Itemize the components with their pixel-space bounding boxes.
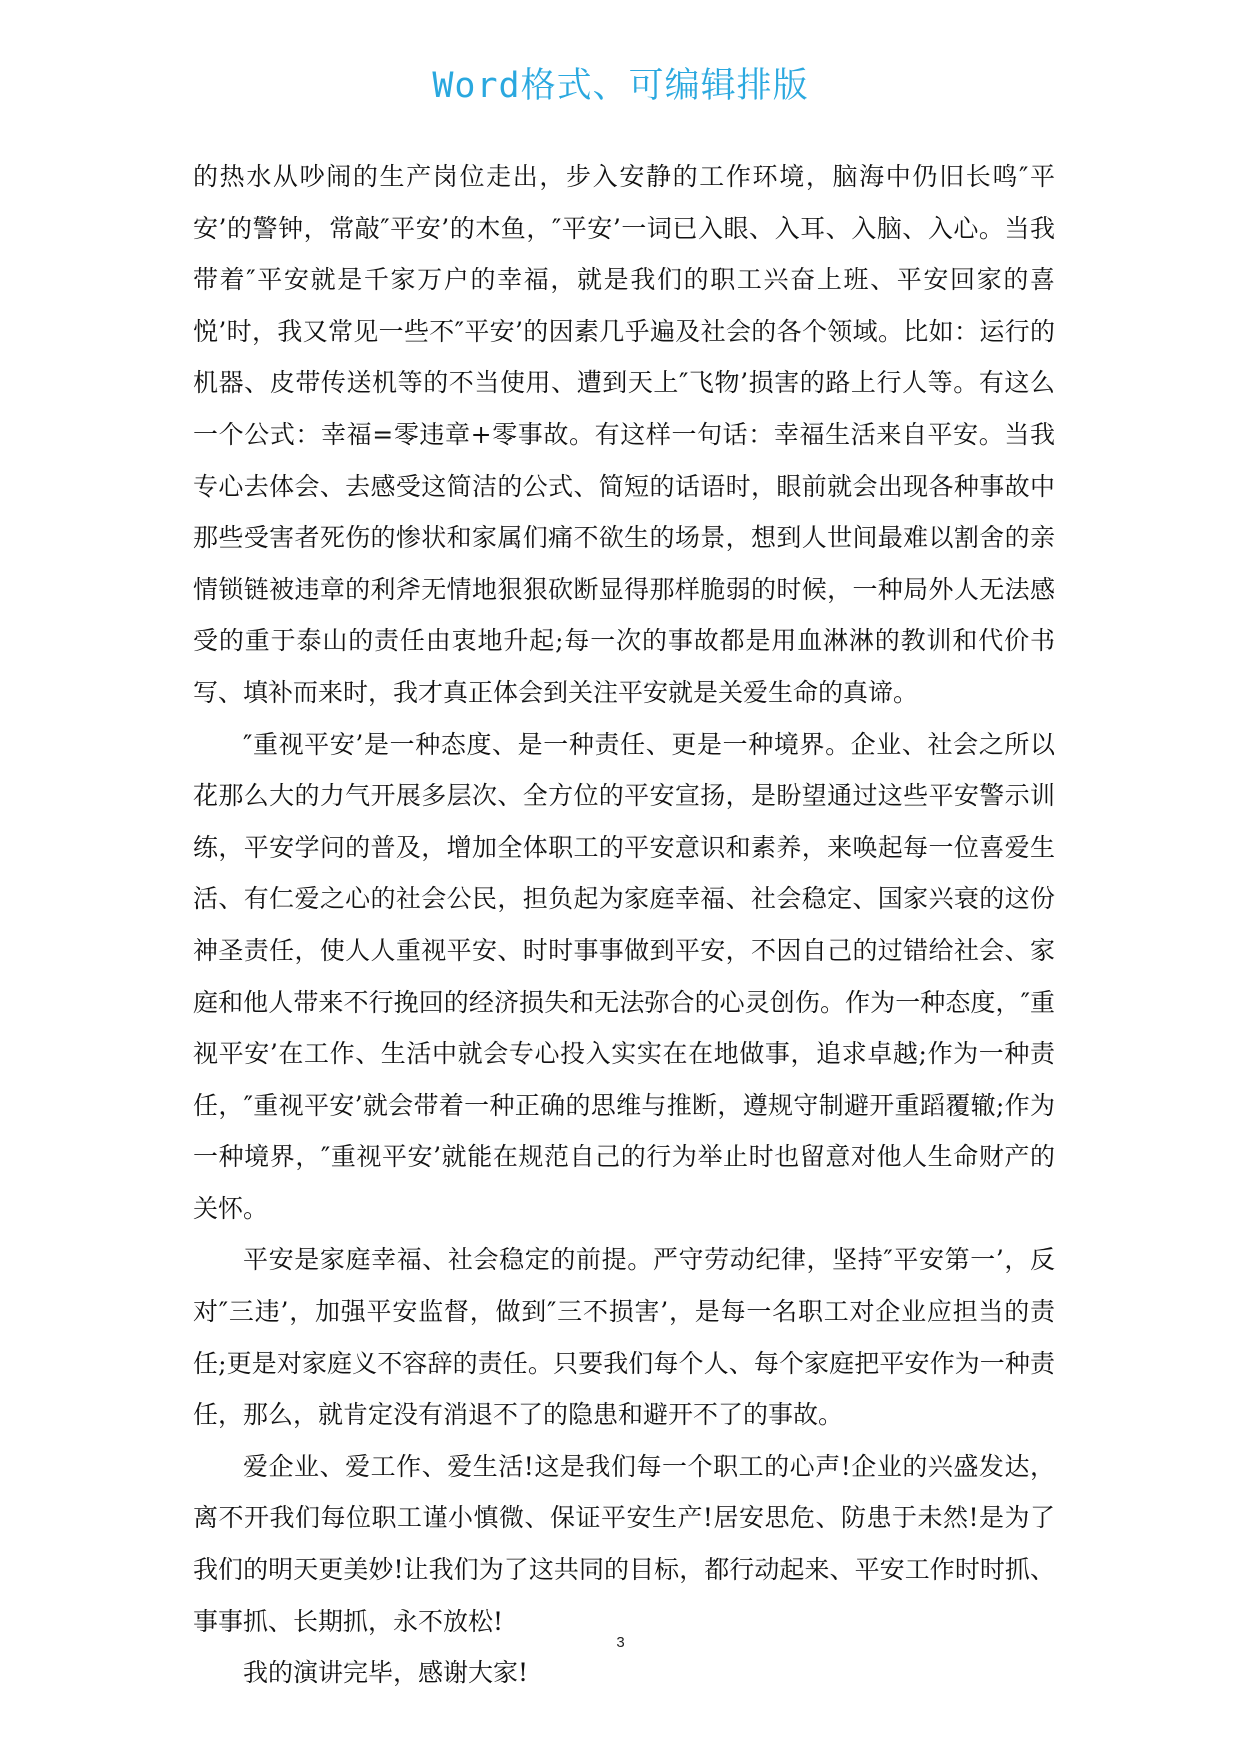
page-header-title: Word格式、可编辑排版 bbox=[432, 66, 809, 106]
paragraph-closing: 我的演讲完毕，感谢大家! bbox=[243, 1658, 529, 1688]
page-number: 3 bbox=[616, 1634, 625, 1651]
paragraph: ″重视平安’是一种态度、是一种责任、更是一种境界。企业、社会之所以花那么大的力气开展多层次、全方位的平安宣扬，是盼望通过这些平安警示训练，平安学问的普及，增加全体职工的平安意识和素养，来唤起每一位喜爱生活、有仁爱之心的社会公民，担负起为家庭幸福、社会稳定、国家兴衰的这份神圣责任，使人人重视平安、时时事事做到平安，不因自己的过错给社会、家庭和他人带来不行挽回的经济损失和无法弥合的心灵创伤。作为一种态度，″重视平安’在工作、生活中就会专心投入实实在在地做事，追求卓越;作为一种责任，″重视平安’就会带着一种正确的思维与推断，遵规守制避开重蹈覆辙;作为一种境界，″重视平安’就能在规范自己的行为举止时也留意对他人生命财产的关怀。 bbox=[193, 729, 1055, 1223]
paragraph: 平安是家庭幸福、社会稳定的前提。严守劳动纪律，坚持″平安第一’，反对″三违’，加强平安监督，做到″三不损害’，是每一名职工对企业应担当的责任;更是对家庭义不容辞的责任。只要我们每个人、每个家庭把平安作为一种责任，那么，就肯定没有消退不了的隐患和避开不了的事故。 bbox=[193, 1245, 1055, 1430]
paragraph-continuation: 的热水从吵闹的生产岗位走出，步入安静的工作环境，脑海中仍旧长鸣″平安’的警钟，常敲″平安’的木鱼，″平安’一词已入眼、入耳、入脑、入心。当我带着″平安就是千家万户的幸福，就是我们的职工兴奋上班、平安回家的喜悦’时，我又常见一些不″平安’的因素几乎遍及社会的各个领域。比如：运行的机器、皮带传送机等的不当使用、遭到天上″飞物’损害的路上行人等。有这么一个公式：幸福=零违章+零事故。有这样一句话：幸福生活来自平安。当我专心去体会、去感受这简洁的公式、简短的话语时，眼前就会出现各种事故中那些受害者死伤的惨状和家属们痛不欲生的场景，想到人世间最难以割舍的亲情锁链被违章的利斧无情地狠狠砍断显得那样脆弱的时候，一种局外人无法感受的重于泰山的责任由衷地升起;每一次的事故都是用血淋淋的教训和代价书写、填补而来时，我才真正体会到关注平安就是关爱生命的真谛。 bbox=[193, 162, 1055, 707]
document-body bbox=[193, 151, 1055, 1699]
paragraph: 爱企业、爱工作、爱生活!这是我们每一个职工的心声!企业的兴盛发达，离不开我们每位职工谨小慎微、保证平安生产!居安思危、防患于未然!是为了我们的明天更美妙!让我们为了这共同的目标，都行动起来、平安工作时时抓、事事抓、长期抓，永不放松! bbox=[193, 1451, 1055, 1636]
